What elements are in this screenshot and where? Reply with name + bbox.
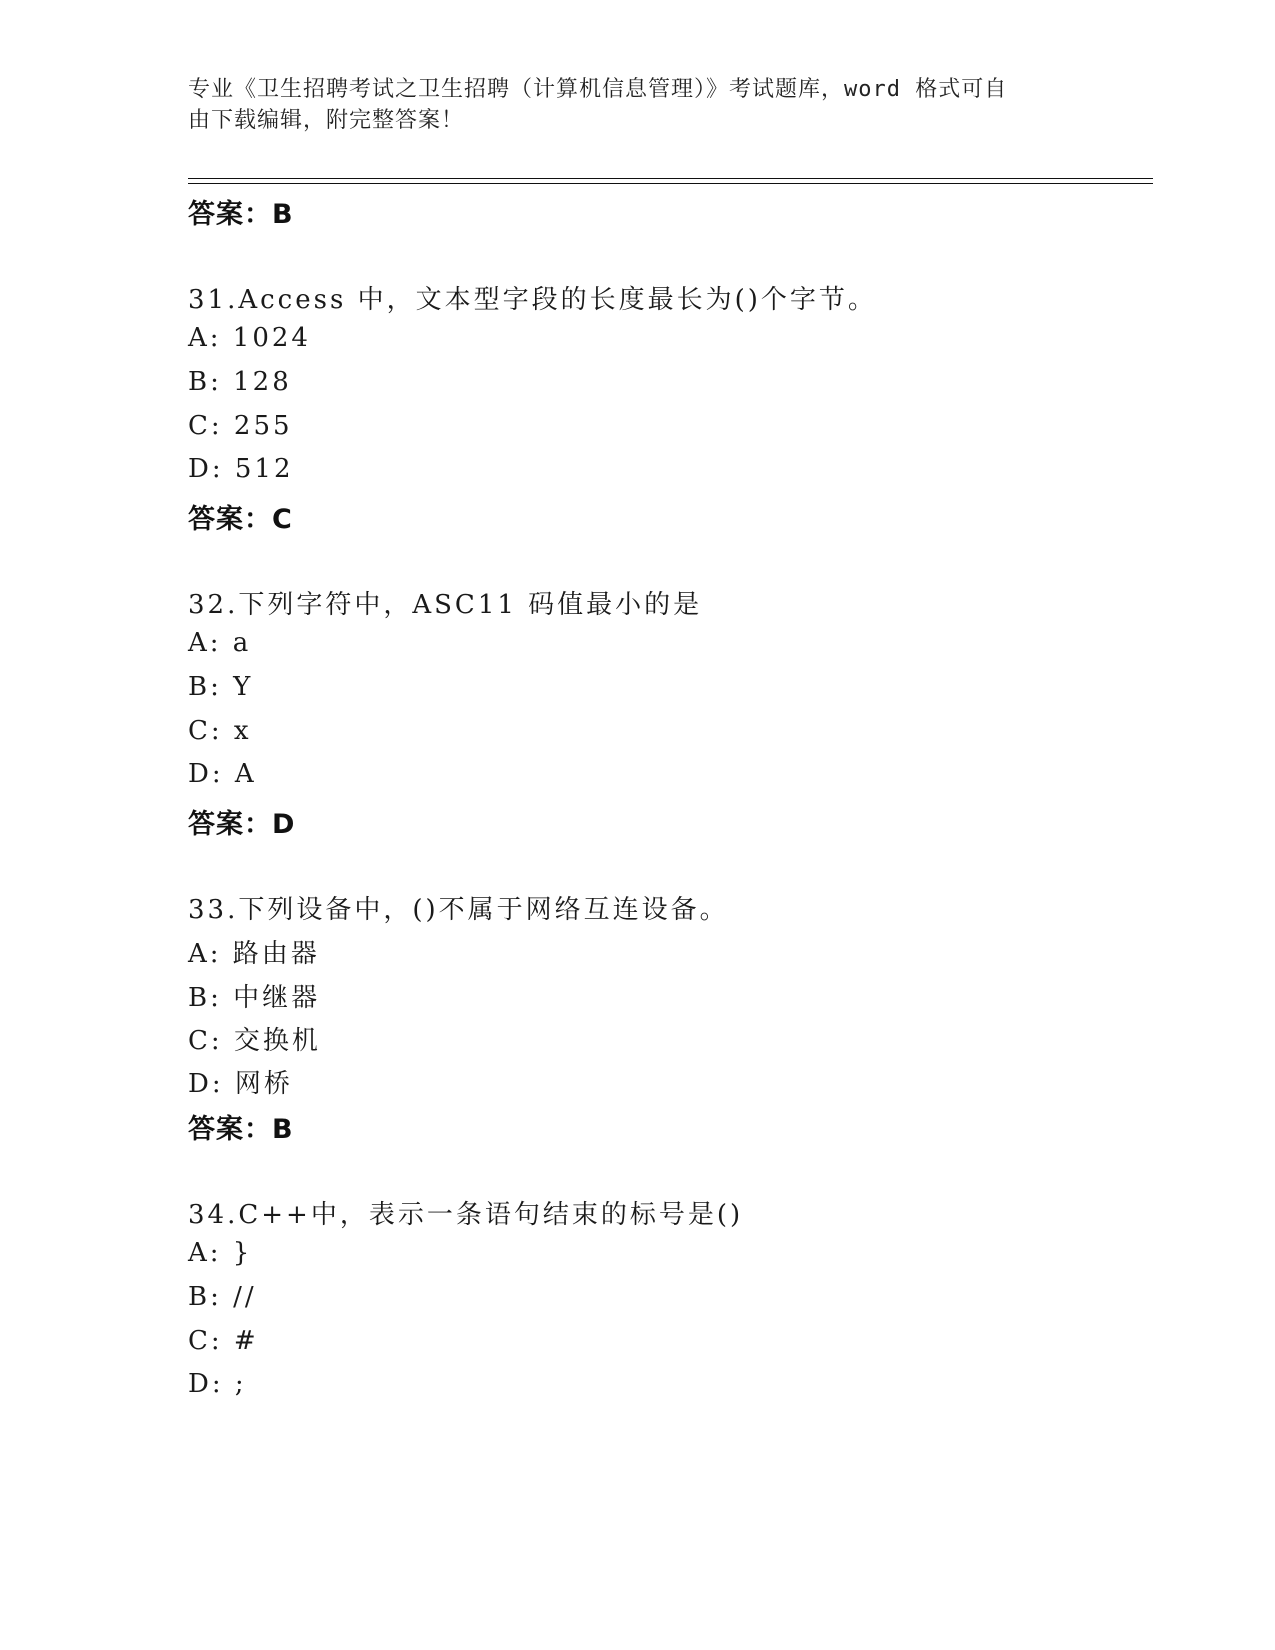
answer-32: 答案：D — [188, 809, 296, 840]
question-33-option-d: D: 网桥 — [188, 1069, 293, 1099]
question-34-option-d: D: ; — [188, 1369, 247, 1399]
question-34-option-c: C: # — [188, 1326, 259, 1356]
question-33-option-a: A: 路由器 — [188, 939, 320, 969]
question-31-option-a: A: 1024 — [188, 323, 311, 353]
question-32-option-c: C: x — [188, 716, 252, 746]
header-line-1: 专业《卫生招聘考试之卫生招聘（计算机信息管理）》考试题库，word 格式可自 — [188, 77, 1008, 102]
question-33-stem: 33.下列设备中，()不属于网络互连设备。 — [188, 895, 729, 925]
question-31-stem: 31.Access 中，文本型字段的长度最长为()个字节。 — [188, 285, 877, 315]
question-34-option-a: A: } — [188, 1238, 253, 1268]
question-31-option-b: B: 128 — [188, 367, 292, 397]
question-32-option-a: A: a — [188, 628, 252, 658]
document-header — [188, 74, 1088, 136]
header-line-2: 由下载编辑，附完整答案！ — [188, 108, 465, 133]
question-32-option-b: B: Y — [188, 672, 254, 702]
question-31-option-d: D: 512 — [188, 454, 294, 484]
question-33-option-c: C: 交换机 — [188, 1026, 321, 1056]
header-divider-top — [188, 178, 1153, 179]
header-divider-bottom — [188, 183, 1153, 184]
question-32-stem: 32.下列字符中，ASC11 码值最小的是 — [188, 590, 703, 620]
answer-31: 答案：C — [188, 504, 293, 535]
question-31-option-c: C: 255 — [188, 411, 293, 441]
question-34-stem: 34.C++中，表示一条语句结束的标号是() — [188, 1200, 744, 1230]
question-34-option-b: B: // — [188, 1282, 257, 1312]
question-32-option-d: D: A — [188, 759, 257, 789]
answer-30: 答案：B — [188, 199, 294, 230]
question-33-option-b: B: 中继器 — [188, 983, 321, 1013]
answer-33: 答案：B — [188, 1114, 294, 1145]
